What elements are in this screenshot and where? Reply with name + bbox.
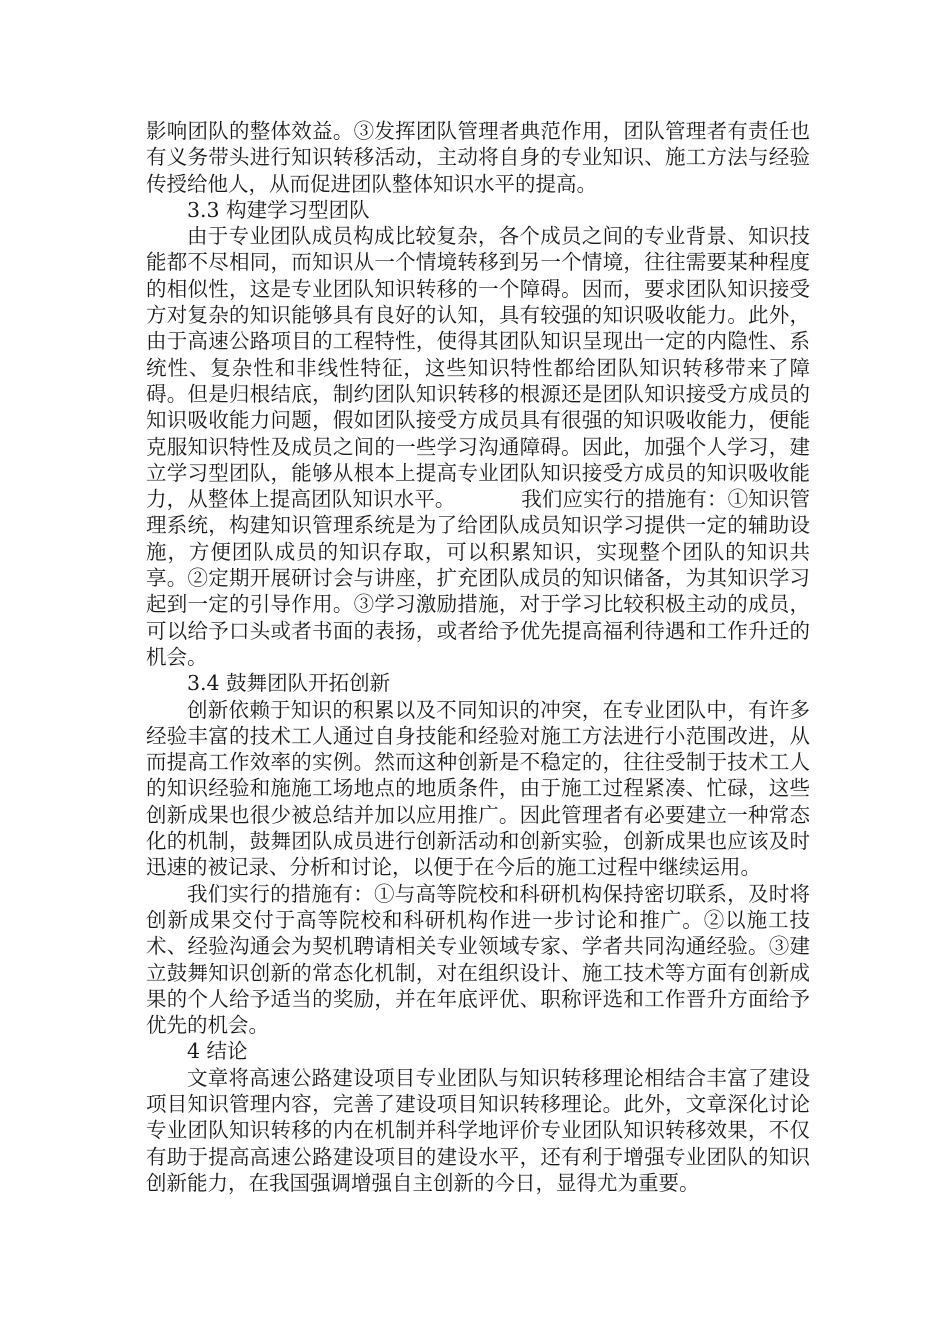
section-heading-3-4: 3.4 鼓舞团队开拓创新	[187, 671, 391, 696]
section-heading-3-3: 3.3 构建学习型团队	[187, 197, 370, 222]
section-heading-4: 4 结论	[187, 1039, 248, 1064]
paragraph-innovation-measures: 我们实行的措施有：①与高等院校和科研机构保持密切联系，及时将创新成果交付于高等院校和科研机构作进一步讨论和推广。②以施工技术、经验沟通会为契机聘请相关专业领域专家、学者共同沟通经验。③建立鼓舞知识创新的常态化机制，对在组织设计、施工技术等方面有创新成果的个人给予适当的奖励，并在年底评优、职称评选和工作晋升方面给予优先的机会。	[146, 881, 810, 1038]
paragraph-learning-team	[146, 223, 810, 670]
paragraph-team-efficiency: 影响团队的整体效益。③发挥团队管理者典范作用，团队管理者有责任也有义务带头进行知识转移活动，主动将自身的专业知识、施工方法与经验传授给他人，从而促进团队整体知识水平的提高。	[146, 119, 810, 196]
document-page	[146, 118, 810, 1196]
paragraph-learning-team-measures: 我们应实行的措施有：①知识管理系统，构建知识管理系统是为了给团队成员知识学习提供一定的辅助设施，方便团队成员的知识存取，可以积累知识，实现整个团队的知识共享。②定期开展研讨会与讲座，扩充团队成员的知识储备，为其知识学习起到一定的引导作用。③学习激励措施，对于学习比较积极主动的成员，可以给予口头或者书面的表扬，或者给予优先提高福利待遇和工作升迁的机会。	[146, 487, 811, 669]
paragraph-conclusion: 文章将高速公路建设项目专业团队与知识转移理论相结合丰富了建设项目知识管理内容，完善了建设项目知识转移理论。此外，文章深化讨论专业团队知识转移的内在机制并科学地评价专业团队知识转移效果，不仅有助于提高高速公路建设项目的建设水平，还有利于增强专业团队的知识创新能力，在我国强调增强自主创新的今日，显得尤为重要。	[146, 1065, 810, 1195]
paragraph-learning-team-text: 由于专业团队成员构成比较复杂，各个成员之间的专业背景、知识技能都不尽相同，而知识从一个情境转移到另一个情境，往往需要某种程度的相似性，这是专业团队知识转移的一个障碍。因而，要求团队知识接受方对复杂的知识能够具有良好的认知，具有较强的知识吸收能力。此外，由于高速公路项目的工程特性，使得其团队知识呈现出一定的内隐性、系统性、复杂性和非线性特征，这些知识特性都给团队知识转移带来了障碍。但是归根结底，制约团队知识转移的根源还是团队知识接受方成员的知识吸收能力问题，假如团队接受方成员具有很强的知识吸收能力，便能克服知识特性及成员之间的一些学习沟通障碍。因此，加强个人学习，建立学习型团队，能够从根本上提高专业团队知识接受方成员的知识吸收能力，从整体上提高团队知识水平。	[146, 224, 810, 512]
paragraph-innovation: 创新依赖于知识的积累以及不同知识的冲突，在专业团队中，有许多经验丰富的技术工人通过自身技能和经验对施工方法进行小范围改进，从而提高工作效率的实例。然而这种创新是不稳定的，往往受制于技术工人的知识经验和施施工场地点的地质条件，由于施工过程紧凑、忙碌，这些创新成果也很少被总结并加以应用推广。因此管理者有必要建立一种常态化的机制，鼓舞团队成员进行创新活动和创新实验，创新成果也应该及时迅速的被记录、分析和讨论，以便于在今后的施工过程中继续运用。	[146, 697, 810, 880]
